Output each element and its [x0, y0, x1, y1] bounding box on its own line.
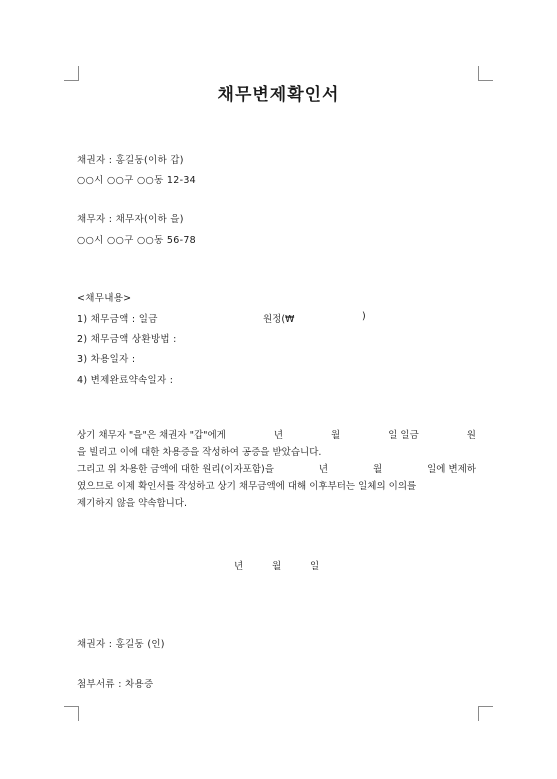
debt-item-borrow-date: 3) 차용일자 : [77, 354, 136, 365]
corner-mark-top-right [478, 66, 493, 81]
date-year: 년 [234, 561, 244, 572]
document-title: 채무변제확인서 [217, 85, 340, 105]
body-year: 년 [318, 464, 329, 475]
debt-item-completion-date: 4) 변제완료약속일자 : [77, 375, 174, 386]
attachment-line: 첨부서류 : 차용증 [77, 679, 154, 690]
body-paragraph [77, 427, 476, 512]
debtor-address: ○○시 ○○구 ○○동 56-78 [77, 235, 197, 246]
body-line [77, 461, 476, 478]
debt-item-amount-close: ) [362, 311, 366, 322]
body-line: 제기하지 않을 약속합니다. [77, 498, 188, 509]
debtor-label: 채무자 : 채무자(이하 을) [77, 214, 184, 225]
body-year: 년 [273, 430, 284, 441]
creditor-address: ○○시 ○○구 ○○동 12-34 [77, 175, 197, 186]
corner-mark-bottom-left [64, 706, 79, 721]
debt-item-amount-won: 원정(₩ [263, 314, 295, 325]
body-won: 원 [466, 430, 476, 441]
body-day-amount: 일 일금 [388, 430, 419, 441]
debt-section-heading: <채무내용> [77, 293, 132, 304]
date-day: 일 [310, 561, 320, 572]
body-line: 였으므로 이제 확인서를 작성하고 상기 채무금액에 대해 이후부터는 일체의 이의를 [77, 481, 417, 492]
body-text: 상기 채무자 "을"은 채권자 "갑"에게 [77, 430, 226, 441]
body-month: 월 [372, 464, 383, 475]
body-line [77, 427, 476, 444]
corner-mark-bottom-right [478, 706, 493, 721]
date-month: 월 [272, 561, 282, 572]
body-month: 월 [331, 430, 341, 441]
debt-item-amount: 1) 채무금액 : 일금 [77, 314, 158, 325]
body-day: 일에 변제하 [427, 464, 476, 475]
creditor-label: 채권자 : 홍길동(이하 갑) [77, 155, 184, 166]
debt-item-repayment-method: 2) 채무금액 상환방법 : [77, 334, 177, 345]
corner-mark-top-left [64, 66, 79, 81]
signature-line: 채권자 : 홍길동 (인) [77, 639, 165, 650]
body-text: 그리고 위 차용한 금액에 대한 원리(이자포함)을 [77, 464, 274, 475]
body-line: 을 빌리고 이에 대한 차용증을 작성하여 공증을 받았습니다. [77, 447, 322, 458]
